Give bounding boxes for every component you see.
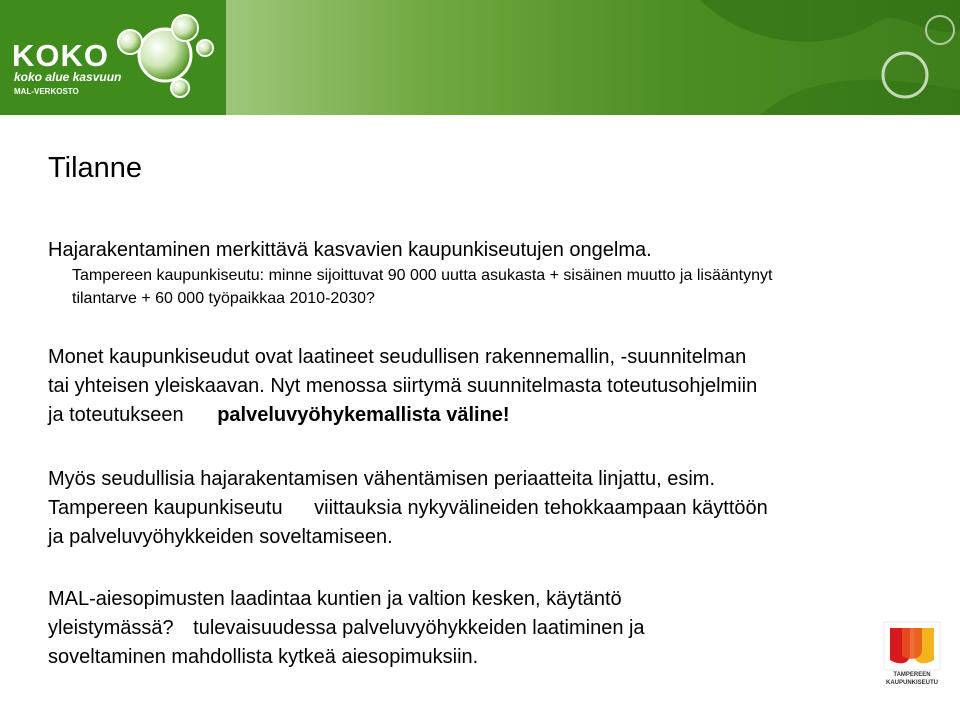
paragraph-3-line-2-text-a: Tampereen kaupunkiseutu — [48, 497, 283, 519]
paragraph-4-line-2 — [48, 614, 928, 643]
paragraph-2-emphasis: palveluvyöhykemallista väline! — [217, 404, 510, 426]
tampereen-kaupunkiseutu-logo-text — [880, 671, 944, 687]
slide-title: Tilanne — [48, 152, 143, 184]
corner-logo-line-1: TAMPEREEN — [893, 672, 931, 678]
koko-logo-text: KOKO — [12, 38, 109, 73]
paragraph-2-line-3 — [48, 401, 928, 430]
koko-logo-subtitle: MAL-VERKOSTO — [14, 87, 79, 96]
paragraph-3-line-2-text-b: viittauksia nykyvälineiden tehokkaampaan käyttöön — [314, 497, 768, 519]
corner-logo-line-2: KAUPUNKISEUTU — [885, 680, 938, 686]
paragraph-2-line-1: Monet kaupunkiseudut ovat laatineet seudullisen rakennemallin, -suunnitelman — [48, 346, 747, 368]
paragraph-4-line-1: MAL-aiesopimusten laadintaa kuntien ja valtion kesken, käytäntö — [48, 588, 622, 610]
paragraph-4-line-2-text-b: tulevaisuudessa palveluvyöhykkeiden laatiminen ja — [193, 617, 645, 639]
paragraph-4-line-2-text-a: yleistymässä? — [48, 617, 174, 639]
paragraph-3-line-2 — [48, 494, 928, 523]
paragraph-3-line-3: ja palveluvyöhykkeiden soveltamiseen. — [48, 526, 393, 548]
paragraph-2-line-3-text: ja toteutukseen — [48, 404, 184, 426]
bubble-decoration-icon — [0, 0, 960, 115]
paragraph-2-line-2: tai yhteisen yleiskaavan. Nyt menossa siirtymä suunnitelmasta toteutusohjelmiin — [48, 375, 758, 397]
header-banner — [0, 0, 960, 115]
koko-logo-tagline: koko alue kasvuun — [14, 70, 122, 84]
paragraph-4-line-3: soveltaminen mahdollista kytkeä aiesopimuksiin. — [48, 646, 479, 668]
paragraph-1-sub-line-1: Tampereen kaupunkiseutu: minne sijoittuvat 90 000 uutta asukasta + sisäinen muutto ja lisääntynyt — [72, 267, 773, 284]
paragraph-1: Hajarakentaminen merkittävä kasvavien kaupunkiseutujen ongelma. — [48, 239, 652, 261]
paragraph-1-sub-line-2: tilantarve + 60 000 työpaikkaa 2010-2030? — [72, 290, 375, 307]
paragraph-3-line-1: Myös seudullisia hajarakentamisen vähentämisen periaatteita linjattu, esim. — [48, 468, 716, 490]
